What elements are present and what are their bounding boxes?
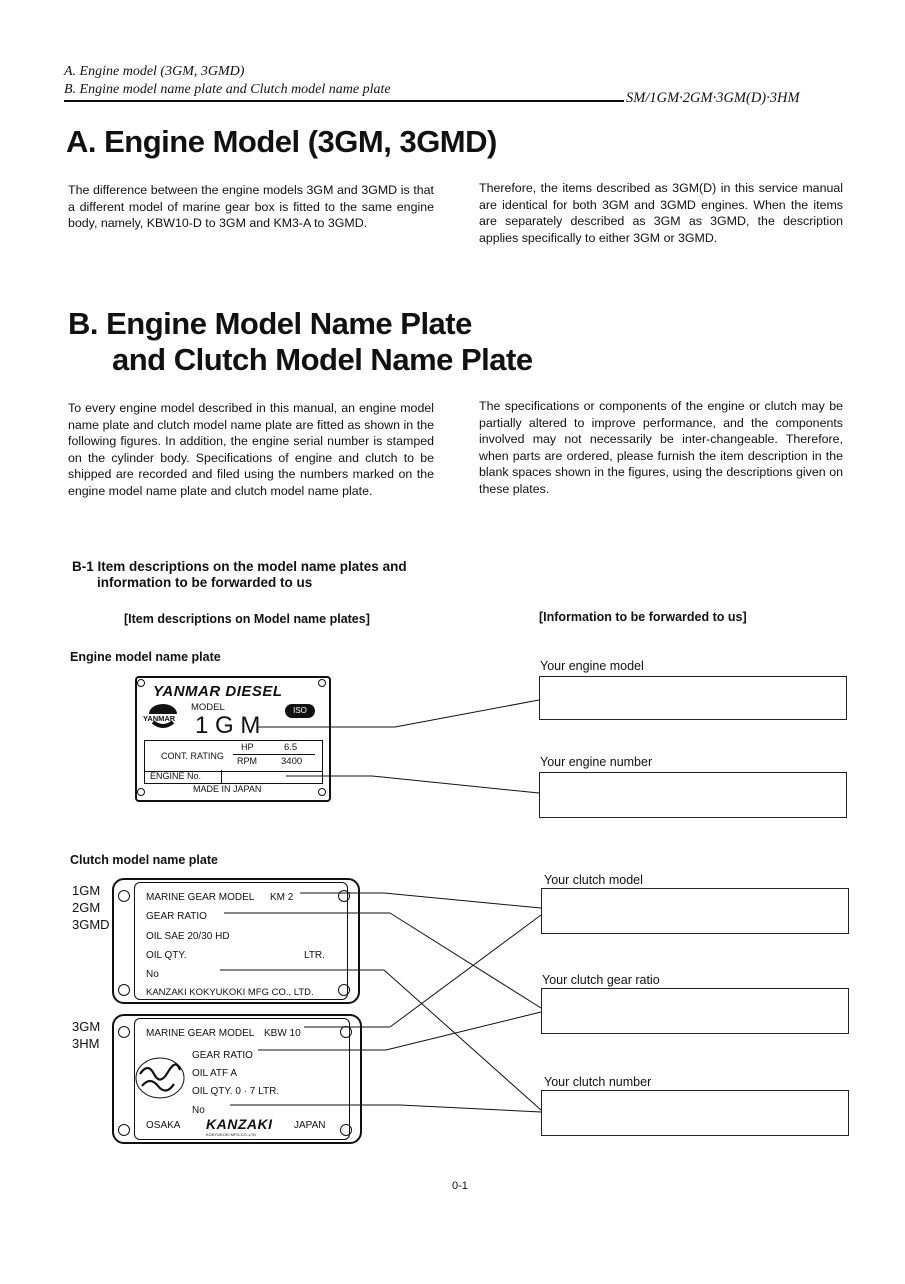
- engine-plate-caption: Engine model name plate: [70, 650, 221, 664]
- kanzaki-brand-sub: KOKYUKOKI MFG.CO.,LTD: [206, 1132, 257, 1137]
- kbw10-no-label: No: [192, 1105, 205, 1116]
- leader-engine-number: [372, 776, 539, 793]
- engine-no-label: ENGINE No.: [150, 771, 202, 781]
- kbw10-city-label: OSAKA: [146, 1120, 181, 1131]
- kbw10-oil-qty-label: OIL QTY. 0 · 7 LTR.: [192, 1086, 280, 1097]
- model-code: 3GM: [72, 1019, 101, 1034]
- model-code: 1GM: [72, 883, 101, 898]
- cont-rating-label: CONT. RATING: [161, 751, 224, 761]
- b1-heading-line1: B-1 Item descriptions on the model name plates and: [72, 559, 407, 574]
- km2-no-label: No: [146, 969, 159, 980]
- clutch-ratio-info-label: Your clutch gear ratio: [542, 973, 660, 987]
- clutch-number-info-label: Your clutch number: [544, 1075, 652, 1089]
- km2-ratio-label: GEAR RATIO: [146, 911, 207, 922]
- section-b-title-line1: B. Engine Model Name Plate: [68, 306, 472, 341]
- clutch-model-info-label: Your clutch model: [544, 873, 643, 887]
- section-a-left-text: The difference between the engine models 3GM and 3GMD is that a different model of marine gear box is fitted to the same engine body, namely, KBW10-D to 3GM and KM3-A to 3GMD.: [68, 183, 434, 231]
- hp-value: 6.5: [284, 742, 298, 753]
- model-code: 3HM: [72, 1036, 100, 1051]
- km2-maker-label: KANZAKI KOKYUKOKI MFG CO., LTD.: [146, 987, 314, 998]
- leader-kbw10-ratio: [386, 1012, 541, 1050]
- kbw10-model-value: KBW 10: [264, 1028, 301, 1039]
- manual-code: SM/1GM·2GM·3GM(D)·3HM: [626, 90, 800, 106]
- section-a-title: A. Engine Model (3GM, 3GMD): [66, 124, 497, 159]
- section-b-left-text: To every engine model described in this manual, an engine model name plate and clutch model name plate are fitted as shown in the following figures. In addition, the engine serial number is stamped on the cylinder body. Specifications of engine and clutch to be shipped are recorded and filed using the numbers marked on the engine model name plate and clutch model name plate.: [68, 401, 434, 498]
- page-number: 0-1: [452, 1180, 468, 1192]
- clutch-plate-caption: Clutch model name plate: [70, 853, 218, 867]
- leader-kbw10-model: [390, 915, 541, 1027]
- km2-model-value: KM 2: [270, 892, 294, 903]
- engine-plate-brand: YANMAR DIESEL: [153, 683, 283, 700]
- km2-oil-qty-label: OIL QTY.: [146, 950, 187, 961]
- leader-engine-model: [395, 700, 539, 727]
- section-b-right-text: The specifications or components of the engine or clutch may be partially altered to improve performance, and the components involved may not necessarily be inter-changeable. Therefore, when parts are ordered, please furnish the item description in the blank spaces shown in the figures, using the descriptions given on these plates.: [479, 399, 843, 496]
- leader-km2-number: [384, 970, 541, 1110]
- km2-ltr-label: LTR.: [304, 950, 325, 961]
- leader-kbw10-number: [400, 1105, 541, 1112]
- leader-km2-model: [384, 893, 541, 908]
- kbw10-ratio-label: GEAR RATIO: [192, 1050, 253, 1061]
- leader-km2-ratio: [390, 913, 541, 1008]
- km2-model-label: MARINE GEAR MODEL: [146, 892, 255, 903]
- hp-label: HP: [241, 742, 254, 752]
- km2-oil-label: OIL SAE 20/30 HD: [146, 931, 230, 942]
- col-left-heading: [Item descriptions on Model name plates]: [124, 612, 370, 626]
- rpm-label: RPM: [237, 756, 257, 766]
- section-a-right-text: Therefore, the items described as 3GM(D) in this service manual are identical for both 3GM and 3GMD engines. When the items are separately described as 3GM as 3GMD, the description applies specifically to either 3GM or 3GMD.: [479, 181, 843, 245]
- engine-plate-model-value: 1 G M: [195, 712, 261, 739]
- made-in-label: MADE IN JAPAN: [193, 784, 262, 794]
- b1-heading-line2: information to be forwarded to us: [97, 575, 313, 590]
- header-line-b: B. Engine model name plate and Clutch model name plate: [64, 82, 391, 97]
- engine-number-info-label: Your engine number: [540, 755, 653, 769]
- model-code: 2GM: [72, 900, 101, 915]
- model-code: 3GMD: [72, 917, 110, 932]
- iso-badge: ISO: [285, 704, 315, 718]
- engine-model-info-label: Your engine model: [540, 659, 644, 673]
- engine-plate-model-label: MODEL: [191, 702, 225, 713]
- kbw10-country-label: JAPAN: [294, 1120, 326, 1131]
- kbw10-model-label: MARINE GEAR MODEL: [146, 1028, 255, 1039]
- kbw10-oil-label: OIL ATF A: [192, 1068, 238, 1079]
- kanzaki-brand-label: KANZAKI: [206, 1116, 273, 1132]
- header-line-a: A. Engine model (3GM, 3GMD): [64, 64, 245, 79]
- col-right-heading: [Information to be forwarded to us]: [539, 610, 747, 624]
- rpm-value: 3400: [281, 756, 303, 767]
- section-b-title-line2: and Clutch Model Name Plate: [112, 342, 533, 377]
- yanmar-logo-text: YANMAR: [143, 714, 176, 723]
